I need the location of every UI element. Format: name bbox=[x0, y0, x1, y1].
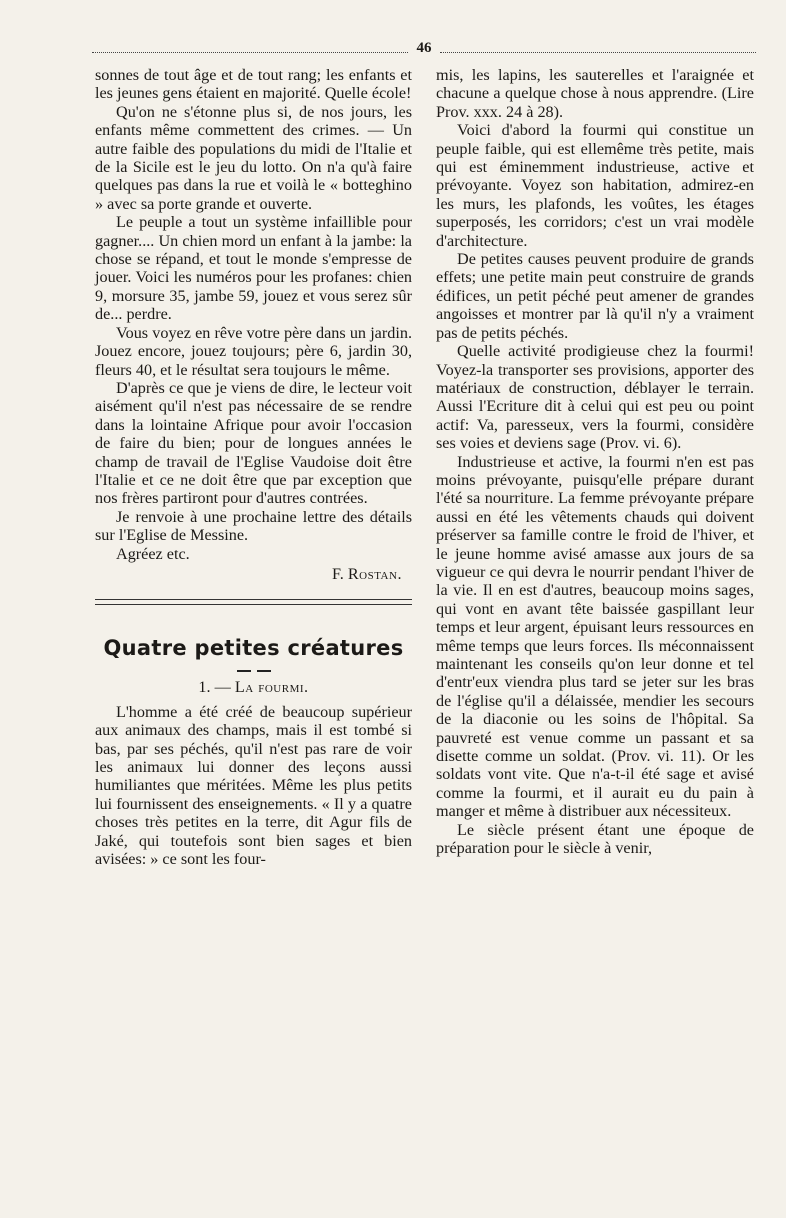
header-rule-left bbox=[92, 52, 408, 53]
paragraph: Quelle activité prodigieuse chez la fourmi! Voyez-la transporter ses provisions, apporter des matériaux de construction, déblayer le terrain. Aussi l'Ecriture dit à celui qui est peu ou point actif: Va, paresseux, vers la fourmi, considère ses voies et deviens sage (Prov. vi. 6). bbox=[436, 342, 754, 453]
paragraph: Le siècle présent étant une époque de préparation pour le siècle à venir, bbox=[436, 820, 754, 858]
paragraph: Industrieuse et active, la fourmi n'en est pas moins prévoyante, puisqu'elle prépare durant l'été sa nourriture. La femme prévoyante prépare aussi en été les vêtements chauds qui doivent préserver sa famille contre le froid de l'hiver, et le jeune homme avisé amasse aux jours de sa vigueur ce qui devra le nourrir pendant l'hiver de la vie. Il en est d'autres, beaucoup moins sages, qui vont en avant tête baissée gaspillant leur temps et leur argent, épuisant leurs ressources en même temps que leurs forces. Ils méconnaissent maintenant les conseils qu'on leur donne et tel d'entr'eux viendra plus tard se jeter sur les bras de l'église qu'il a délaissée, mendier les secours de la diaconie ou les soins de l'hôpital. Sa pauvreté est venue comme un passant et sa disette comme un soldat. (Prov. vi. 11). Or les soldats vont vite. Que n'a-t-il été sage et avisé comme la fourmi, et il aurait eu du pain à manger et même à distribuer aux nécessiteux. bbox=[436, 452, 754, 821]
section-number: 1. — bbox=[198, 678, 231, 697]
article-title: Quatre petites créatures bbox=[103, 636, 404, 661]
right-column bbox=[436, 66, 754, 857]
page-number: 46 bbox=[416, 40, 432, 56]
paragraph: De petites causes peuvent produire de grands effets; une petite main peut construire de grands édifices, un petit péché peut amener de grandes angoisses et montrer par là qu'il n'y a vraiment pas de petits péchés. bbox=[436, 250, 754, 342]
section-heading bbox=[95, 678, 412, 696]
section-title: La fourmi. bbox=[234, 678, 309, 697]
paragraph: Voici d'abord la fourmi qui constitue un peuple faible, qui est ellemême très petite, mais qui est éminemment industrieuse, active et prévoyante. Voyez son habitation, admirez-en les murs, les plafonds, les voûtes, les étages superposés, les corridors; c'est un vrai modèle d'architecture. bbox=[436, 121, 754, 250]
section-divider bbox=[95, 599, 412, 605]
paragraph: sonnes de tout âge et de tout rang; les enfants et les jeunes gens étaient en majorité. Quelle école! bbox=[95, 66, 412, 103]
left-column bbox=[95, 66, 412, 868]
signature-name: Rostan. bbox=[347, 564, 402, 583]
paragraph: Le peuple a tout un système infaillible pour gagner.... Un chien mord un enfant à la jambe: la chose se répand, et tout le monde s'empresse de jouer. Voici les numéros pour les profanes: chien 9, morsure 35, jambe 59, jouez et vous serez sûr de... perdre. bbox=[95, 213, 412, 324]
signature bbox=[95, 565, 412, 583]
paragraph: L'homme a été créé de beaucoup supérieur aux animaux des champs, mais il est tombé si bas, par ses péchés, qu'il n'est pas rare de voir les animaux lui donner des leçons aussi humiliantes que méritées. Même les plus petits lui fournissent des enseignements. « Il y a quatre choses très petites en la terre, dit Agur fils de Jaké, qui toutefois sont bien sages et bien avisées: » ce sont les four- bbox=[95, 702, 412, 869]
paragraph: Vous voyez en rêve votre père dans un jardin. Jouez encore, jouez toujours; père 6, jardin 30, fleurs 40, et le résultat sera toujours le même. bbox=[95, 323, 412, 379]
paragraph: D'après ce que je viens de dire, le lecteur voit aisément qu'il n'est pas nécessaire de se rendre dans la lointaine Afrique pour avoir l'occasion de faire du bien; pour de longues années le champ de travail de l'Eglise Vaudoise doit être l'Italie et ce ne doit être que par exception que nos frères partiront pour d'autres contrées. bbox=[95, 378, 412, 508]
paragraph: Qu'on ne s'étonne plus si, de nos jours, les enfants même commettent des crimes. — Un autre faible des populations du midi de l'Italie et de la Sicile est le jeu du lotto. On n'a qu'à faire quelques pas dans la rue et voilà le « botteghino » avec sa porte grande et ouverte. bbox=[95, 102, 412, 213]
paragraph: mis, les lapins, les sauterelles et l'araignée et chacune a quelque chose à nous apprendre. (Lire Prov. xxx. 24 à 28). bbox=[436, 66, 754, 121]
header-rule-right bbox=[440, 52, 756, 53]
title-dash-ornament bbox=[95, 670, 412, 672]
paragraph: Agréez etc. bbox=[116, 544, 190, 563]
signature-initial: F. bbox=[332, 564, 344, 583]
paragraph: Je renvoie à une prochaine lettre des détails sur l'Eglise de Messine. bbox=[95, 507, 412, 545]
